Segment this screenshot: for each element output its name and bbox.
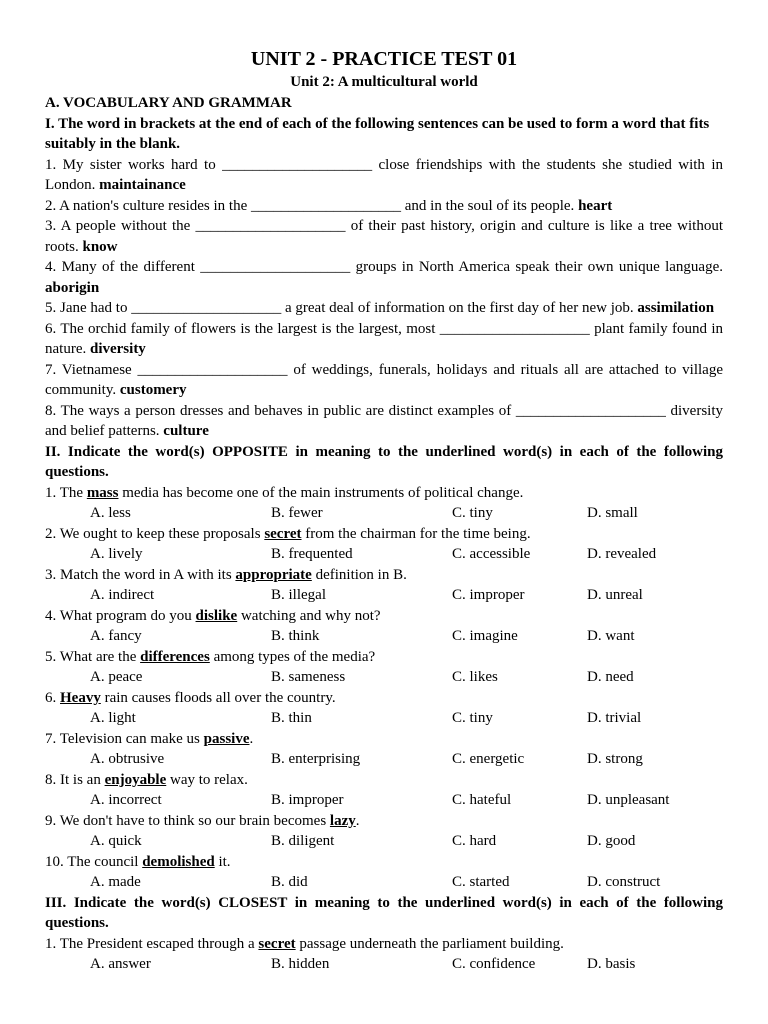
question-stem: [45, 934, 723, 955]
answer-options: [45, 872, 723, 893]
option-b: B. think: [271, 628, 320, 644]
question-text: definition in B.: [311, 566, 407, 583]
option-c: C. improper: [452, 587, 525, 603]
option-a: A. light: [90, 710, 136, 726]
question-text: way to relax.: [166, 771, 248, 788]
option-d: D. small: [587, 505, 638, 521]
option-b: B. enterprising: [271, 751, 361, 767]
question-text: 5. What are the: [45, 648, 141, 665]
part3-question-list: [45, 934, 723, 975]
option-c: C. energetic: [452, 751, 525, 767]
question-text: 9. We don't have to think so our brain becomes: [45, 812, 330, 829]
option-a: A. indirect: [90, 587, 155, 603]
fill-in-item: [45, 155, 723, 196]
underlined-word: secret: [258, 935, 296, 952]
part2-instruction: II. Indicate the word(s) OPPOSITE in meaning to the underlined word(s) in each of the following questions.: [45, 443, 723, 480]
question-stem: [45, 647, 723, 668]
question-text: 2. We ought to keep these proposals: [45, 525, 265, 542]
underlined-word: demolished: [142, 853, 215, 870]
answer-options: [45, 790, 723, 811]
answer-options: [45, 667, 723, 688]
answer-options: [45, 503, 723, 524]
item-root-word: culture: [163, 423, 209, 439]
answer-options: [45, 954, 723, 975]
fill-in-item: [45, 360, 723, 401]
underlined-word: enjoyable: [104, 771, 167, 788]
question-text: from the chairman for the time being.: [301, 525, 531, 542]
option-b: B. fewer: [271, 505, 323, 521]
fill-in-item: [45, 196, 723, 217]
option-b: B. sameness: [271, 669, 346, 685]
question-stem: [45, 565, 723, 586]
item-sentence: 1. My sister works hard to ____________________ close friendships with the students she studied with in London.: [45, 156, 723, 193]
question-stem: [45, 483, 723, 504]
item-root-word: heart: [578, 197, 613, 214]
question-text: 1. The President escaped through a: [45, 935, 259, 952]
item-sentence: 7. Vietnamese ____________________ of weddings, funerals, holidays and rituals all are attached to village community.: [45, 361, 723, 398]
item-root-word: customery: [119, 382, 187, 398]
option-c: C. tiny: [452, 710, 493, 726]
option-a: A. obtrusive: [90, 751, 165, 767]
part1-item-list: [45, 155, 723, 442]
page-title: UNIT 2 - PRACTICE TEST 01: [250, 48, 518, 70]
option-b: B. thin: [271, 710, 312, 726]
fill-in-item: [45, 401, 723, 442]
question-stem: [45, 606, 723, 627]
item-root-word: diversity: [89, 341, 146, 357]
item-sentence: 2. A nation's culture resides in the ____________________ and in the soul of its people.: [45, 197, 575, 214]
answer-options: [45, 749, 723, 770]
question-text: it.: [214, 853, 231, 870]
question-text: .: [355, 812, 360, 829]
option-c: C. likes: [452, 669, 498, 685]
page-subtitle: Unit 2: A multicultural world: [290, 74, 478, 90]
item-root-word: assimilation: [637, 300, 715, 316]
fill-in-item: [45, 298, 723, 319]
option-a: A. less: [90, 505, 131, 521]
question-stem: [45, 729, 723, 750]
item-root-word: aborigin: [45, 279, 100, 296]
option-a: A. made: [90, 874, 141, 890]
question-stem: [45, 524, 723, 545]
underlined-word: dislike: [195, 607, 238, 624]
option-c: C. imagine: [452, 628, 518, 644]
fill-in-item: [45, 257, 723, 298]
item-sentence: 3. A people without the ____________________ of their past history, origin and culture is like a tree without roots.: [45, 218, 723, 255]
item-sentence: 8. The ways a person dresses and behaves in public are distinct examples of ____________________ diversity and belief patterns.: [45, 402, 723, 439]
question-text: watching and why not?: [237, 607, 381, 624]
item-sentence: 6. The orchid family of flowers is the largest is the largest, most ____________________ plant family found in nature.: [45, 320, 723, 357]
underlined-word: lazy: [329, 812, 356, 829]
option-b: B. did: [271, 874, 308, 890]
question-text: media has become one of the main instruments of political change.: [118, 484, 524, 501]
underlined-word: Heavy: [60, 689, 101, 706]
question-stem: [45, 688, 723, 709]
part1-instruction: I. The word in brackets at the end of each of the following sentences can be used to form a word that fits suitably in the blank.: [45, 115, 710, 152]
part2-question-list: [45, 483, 723, 893]
fill-in-item: [45, 216, 723, 257]
item-root-word: know: [82, 238, 118, 255]
section-heading: A. VOCABULARY AND GRAMMAR: [45, 95, 292, 111]
underlined-word: differences: [140, 648, 210, 665]
option-b: B. frequented: [271, 546, 353, 562]
question-text: .: [249, 730, 254, 747]
option-a: A. peace: [90, 669, 143, 685]
option-c: C. hateful: [452, 792, 512, 808]
fill-in-item: [45, 319, 723, 360]
question-text: 10. The council: [45, 853, 143, 870]
underlined-word: passive: [203, 730, 250, 747]
question-text: 3. Match the word in A with its: [45, 566, 236, 583]
option-d: D. need: [587, 669, 634, 685]
question-stem: [45, 852, 723, 873]
option-c: C. tiny: [452, 505, 493, 521]
option-a: A. quick: [90, 833, 142, 849]
option-d: D. strong: [587, 751, 643, 767]
option-d: D. good: [587, 833, 636, 849]
answer-options: [45, 585, 723, 606]
option-d: D. trivial: [587, 710, 642, 726]
question-text: 4. What program do you: [45, 607, 196, 624]
option-b: B. diligent: [271, 833, 335, 849]
question-stem: [45, 811, 723, 832]
option-a: A. lively: [90, 546, 143, 562]
option-a: A. answer: [90, 956, 151, 972]
part3-instruction: III. Indicate the word(s) CLOSEST in meaning to the underlined word(s) in each of the following questions.: [45, 894, 723, 931]
option-b: B. illegal: [271, 587, 326, 603]
answer-options: [45, 831, 723, 852]
option-b: B. hidden: [271, 956, 330, 972]
option-d: D. construct: [587, 874, 661, 890]
question-stem: [45, 770, 723, 791]
option-c: C. started: [452, 874, 510, 890]
question-text: 8. It is an: [45, 771, 105, 788]
item-sentence: 4. Many of the different ____________________ groups in North America speak their own unique language.: [45, 259, 723, 275]
worksheet-page: [45, 46, 723, 975]
answer-options: [45, 626, 723, 647]
underlined-word: appropriate: [235, 566, 312, 583]
option-c: C. confidence: [452, 956, 536, 972]
question-text: rain causes floods all over the country.: [100, 689, 336, 706]
option-a: A. fancy: [90, 628, 142, 644]
option-c: C. accessible: [452, 546, 531, 562]
answer-options: [45, 544, 723, 565]
question-text: 6.: [45, 689, 60, 706]
item-sentence: 5. Jane had to ____________________ a great deal of information on the first day of her new job.: [45, 300, 634, 316]
answer-options: [45, 708, 723, 729]
question-text: 1. The: [45, 484, 87, 501]
option-b: B. improper: [271, 792, 344, 808]
option-a: A. incorrect: [90, 792, 162, 808]
underlined-word: mass: [86, 484, 119, 501]
option-c: C. hard: [452, 833, 497, 849]
option-d: D. want: [587, 628, 635, 644]
item-root-word: maintainance: [99, 177, 186, 193]
question-text: passage underneath the parliament building.: [295, 935, 564, 952]
underlined-word: secret: [264, 525, 302, 542]
option-d: D. unpleasant: [587, 792, 670, 808]
option-d: D. basis: [587, 956, 636, 972]
question-text: 7. Television can make us: [45, 730, 204, 747]
option-d: D. unreal: [587, 587, 643, 603]
question-text: among types of the media?: [209, 648, 376, 665]
option-d: D. revealed: [587, 546, 657, 562]
